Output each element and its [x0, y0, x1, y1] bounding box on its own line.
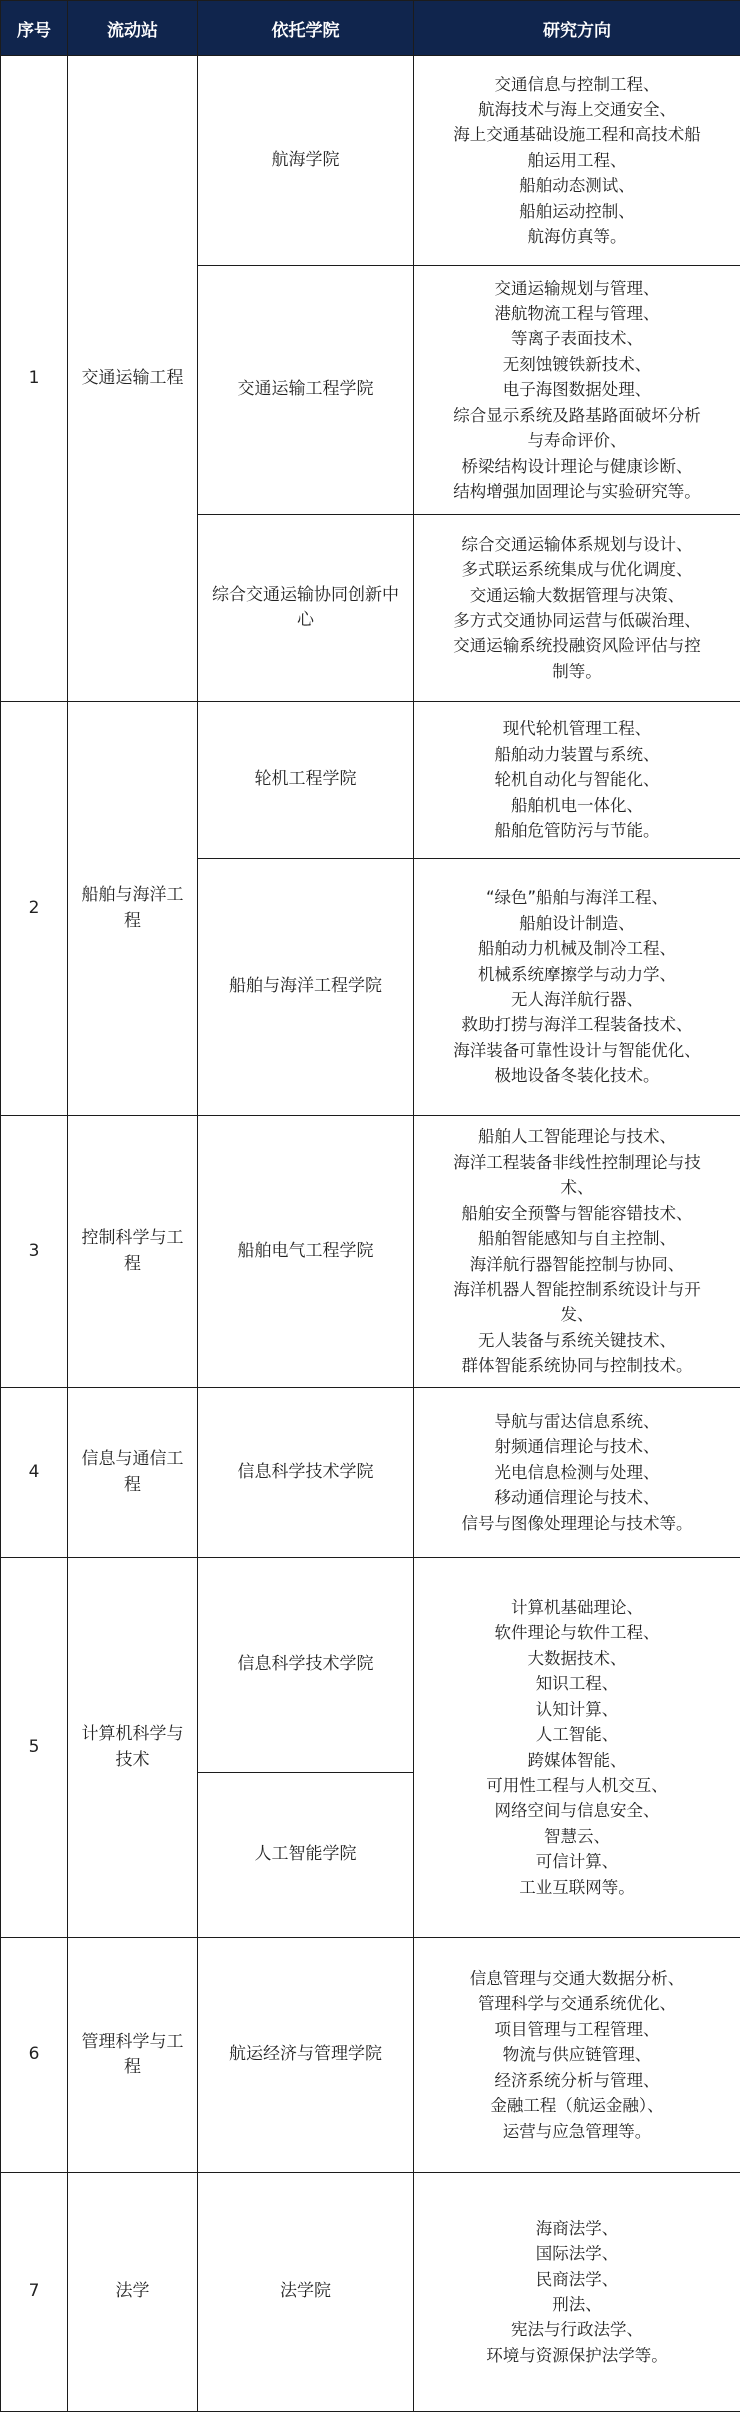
research-direction-line: 航海技术与海上交通安全、	[420, 97, 734, 122]
research-direction-line: 移动通信理论与技术、	[420, 1485, 734, 1510]
row-number: 3	[1, 1116, 68, 1388]
research-direction-line: 极地设备冬装化技术。	[420, 1063, 734, 1088]
row-number: 4	[1, 1388, 68, 1558]
research-direction-line: 大数据技术、	[420, 1646, 734, 1671]
research-direction-line: 海洋装备可靠性设计与智能优化、	[420, 1038, 734, 1063]
research-direction-line: 信号与图像处理理论与技术等。	[420, 1511, 734, 1536]
research-direction-line: 船舶机电一体化、	[420, 793, 734, 818]
research-direction-line: 国际法学、	[420, 2241, 734, 2266]
research-direction-line: 船舶动态测试、	[420, 173, 734, 198]
header-no: 序号	[1, 1, 68, 56]
station-name: 管理科学与工程	[68, 1938, 198, 2173]
table-row	[1, 1558, 740, 1773]
table-row	[1, 2173, 740, 2412]
header-research: 研究方向	[414, 1, 740, 56]
research-direction-line: 环境与资源保护法学等。	[420, 2343, 734, 2368]
research-direction-line: 船舶运动控制、	[420, 199, 734, 224]
research-direction-line: 无人装备与系统关键技术、	[420, 1328, 734, 1353]
table-row	[1, 1388, 740, 1558]
research-direction-line: 民商法学、	[420, 2267, 734, 2292]
research-direction-line: 跨媒体智能、	[420, 1748, 734, 1773]
college-name: 信息科学技术学院	[198, 1558, 414, 1773]
research-direction-line: 管理科学与交通系统优化、	[420, 1991, 734, 2016]
research-direction-line: 导航与雷达信息系统、	[420, 1409, 734, 1434]
station-name: 信息与通信工程	[68, 1388, 198, 1558]
research-direction-line: 船舶动力装置与系统、	[420, 742, 734, 767]
research-direction-line: 海商法学、	[420, 2216, 734, 2241]
table-row	[1, 702, 740, 859]
research-direction-line: 轮机自动化与智能化、	[420, 767, 734, 792]
college-name: 法学院	[198, 2173, 414, 2412]
research-direction-line: 无人海洋航行器、	[420, 987, 734, 1012]
research-direction-line: “绿色”船舶与海洋工程、	[420, 885, 734, 910]
research-directions	[414, 56, 740, 266]
research-direction-line: 可用性工程与人机交互、	[420, 1773, 734, 1798]
research-directions	[414, 859, 740, 1116]
research-direction-line: 金融工程（航运金融）、	[420, 2093, 734, 2118]
research-direction-line: 舶运用工程、	[420, 148, 734, 173]
research-direction-line: 多方式交通协同运营与低碳治理、	[420, 608, 734, 633]
research-direction-line: 救助打捞与海洋工程装备技术、	[420, 1012, 734, 1037]
table-row	[1, 1116, 740, 1388]
research-direction-line: 航海仿真等。	[420, 224, 734, 249]
research-direction-line: 船舶智能感知与自主控制、	[420, 1226, 734, 1251]
research-directions	[414, 702, 740, 859]
research-direction-line: 海洋工程装备非线性控制理论与技	[420, 1150, 734, 1175]
research-directions	[414, 1116, 740, 1388]
table-row	[1, 1938, 740, 2173]
college-name: 人工智能学院	[198, 1773, 414, 1938]
research-direction-line: 制等。	[420, 659, 734, 684]
college-name: 船舶电气工程学院	[198, 1116, 414, 1388]
row-number: 7	[1, 2173, 68, 2412]
research-direction-line: 交通运输大数据管理与决策、	[420, 583, 734, 608]
research-direction-line: 射频通信理论与技术、	[420, 1434, 734, 1459]
research-direction-line: 综合交通运输体系规划与设计、	[420, 532, 734, 557]
research-direction-line: 交通运输规划与管理、	[420, 276, 734, 301]
research-directions	[414, 266, 740, 515]
research-direction-line: 船舶危管防污与节能。	[420, 818, 734, 843]
research-direction-line: 无刻蚀镀铁新技术、	[420, 352, 734, 377]
research-direction-line: 电子海图数据处理、	[420, 377, 734, 402]
research-direction-line: 发、	[420, 1302, 734, 1327]
research-direction-line: 术、	[420, 1175, 734, 1200]
college-name: 航运经济与管理学院	[198, 1938, 414, 2173]
header-station: 流动站	[68, 1, 198, 56]
station-name: 交通运输工程	[68, 56, 198, 702]
research-direction-line: 智慧云、	[420, 1824, 734, 1849]
station-name: 法学	[68, 2173, 198, 2412]
research-direction-line: 工业互联网等。	[420, 1875, 734, 1900]
research-direction-line: 宪法与行政法学、	[420, 2317, 734, 2342]
research-direction-line: 港航物流工程与管理、	[420, 301, 734, 326]
research-direction-line: 信息管理与交通大数据分析、	[420, 1966, 734, 1991]
research-direction-line: 海上交通基础设施工程和高技术船	[420, 122, 734, 147]
college-name: 信息科学技术学院	[198, 1388, 414, 1558]
research-direction-line: 物流与供应链管理、	[420, 2042, 734, 2067]
table-row	[1, 56, 740, 266]
station-name: 控制科学与工程	[68, 1116, 198, 1388]
research-directions	[414, 1558, 740, 1938]
research-direction-line: 网络空间与信息安全、	[420, 1798, 734, 1823]
research-directions	[414, 515, 740, 702]
research-direction-line: 船舶设计制造、	[420, 911, 734, 936]
research-direction-line: 软件理论与软件工程、	[420, 1620, 734, 1645]
table-header-row	[1, 1, 740, 56]
research-direction-line: 船舶人工智能理论与技术、	[420, 1124, 734, 1149]
row-number: 5	[1, 1558, 68, 1938]
research-direction-line: 运营与应急管理等。	[420, 2119, 734, 2144]
college-name: 轮机工程学院	[198, 702, 414, 859]
research-direction-line: 船舶动力机械及制冷工程、	[420, 936, 734, 961]
header-college: 依托学院	[198, 1, 414, 56]
college-name: 船舶与海洋工程学院	[198, 859, 414, 1116]
research-direction-line: 计算机基础理论、	[420, 1595, 734, 1620]
research-direction-line: 知识工程、	[420, 1671, 734, 1696]
research-direction-line: 海洋航行器智能控制与协同、	[420, 1252, 734, 1277]
research-direction-line: 刑法、	[420, 2292, 734, 2317]
research-direction-line: 桥梁结构设计理论与健康诊断、	[420, 454, 734, 479]
research-direction-line: 与寿命评价、	[420, 428, 734, 453]
research-direction-line: 多式联运系统集成与优化调度、	[420, 557, 734, 582]
college-name: 交通运输工程学院	[198, 266, 414, 515]
research-direction-line: 交通运输系统投融资风险评估与控	[420, 633, 734, 658]
research-direction-line: 项目管理与工程管理、	[420, 2017, 734, 2042]
row-number: 6	[1, 1938, 68, 2173]
college-name: 综合交通运输协同创新中心	[198, 515, 414, 702]
research-direction-line: 综合显示系统及路基路面破坏分析	[420, 403, 734, 428]
research-direction-line: 机械系统摩擦学与动力学、	[420, 962, 734, 987]
research-directions	[414, 1388, 740, 1558]
station-name: 计算机科学与技术	[68, 1558, 198, 1938]
research-direction-line: 船舶安全预警与智能容错技术、	[420, 1201, 734, 1226]
research-direction-line: 认知计算、	[420, 1697, 734, 1722]
research-direction-line: 人工智能、	[420, 1722, 734, 1747]
row-number: 1	[1, 56, 68, 702]
research-direction-line: 经济系统分析与管理、	[420, 2068, 734, 2093]
research-direction-line: 光电信息检测与处理、	[420, 1460, 734, 1485]
research-direction-line: 群体智能系统协同与控制技术。	[420, 1353, 734, 1378]
research-direction-line: 等离子表面技术、	[420, 326, 734, 351]
research-directions	[414, 2173, 740, 2412]
research-direction-line: 结构增强加固理论与实验研究等。	[420, 479, 734, 504]
research-direction-line: 现代轮机管理工程、	[420, 716, 734, 741]
row-number: 2	[1, 702, 68, 1116]
research-direction-line: 可信计算、	[420, 1849, 734, 1874]
research-direction-line: 交通信息与控制工程、	[420, 72, 734, 97]
research-directions	[414, 1938, 740, 2173]
station-name: 船舶与海洋工程	[68, 702, 198, 1116]
college-name: 航海学院	[198, 56, 414, 266]
research-direction-line: 海洋机器人智能控制系统设计与开	[420, 1277, 734, 1302]
